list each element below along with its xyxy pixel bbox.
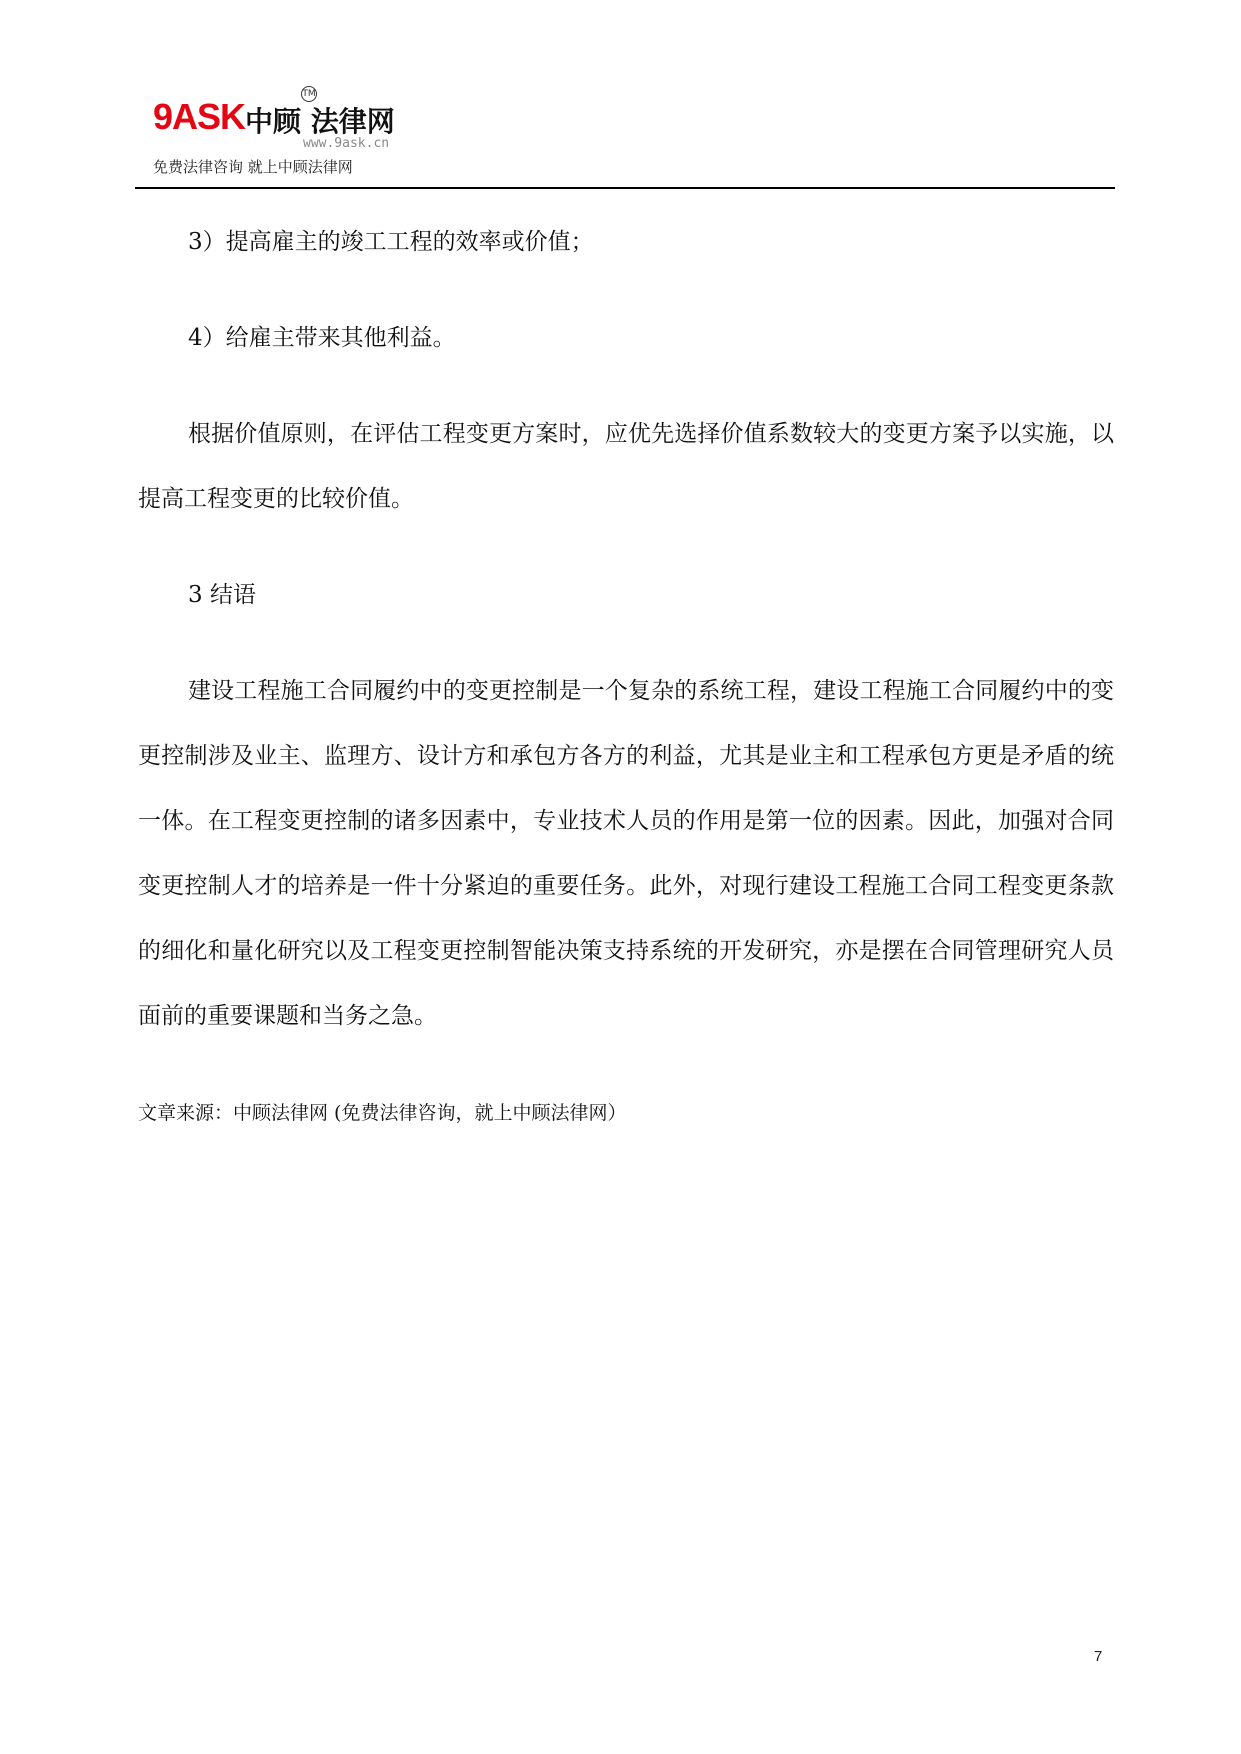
- article-source: 文章来源：中顾法律网 (免费法律咨询，就上中顾法律网）: [138, 1102, 627, 1124]
- trademark-icon: TM: [301, 86, 317, 102]
- paragraph-value-principle: 根据价值原则，在评估工程变更方案时，应优先选择价值系数较大的变更方案予以实施，以提高工程变更的比较价值。: [138, 421, 1114, 512]
- logo-url: www.9ask.cn: [303, 136, 390, 151]
- page-number: 7: [1094, 1648, 1103, 1665]
- header-divider: [135, 187, 1115, 189]
- document-body: [138, 210, 1114, 1049]
- list-item-4: 4）给雇主带来其他利益。: [188, 325, 456, 351]
- logo-mark: 9ASK: [153, 96, 246, 137]
- logo-name: 中顾 法律网: [245, 105, 395, 138]
- page-header: [135, 89, 1115, 188]
- logo-slogan: 免费法律咨询 就上中顾法律网: [153, 158, 353, 176]
- section-heading: 3 结语: [188, 582, 256, 608]
- list-item-3: 3）提高雇主的竣工工程的效率或价值；: [188, 229, 594, 255]
- paragraph-conclusion: 建设工程施工合同履约中的变更控制是一个复杂的系统工程，建设工程施工合同履约中的变更控制涉及业主、监理方、设计方和承包方各方的利益，尤其是业主和工程承包方更是矛盾的统一体。在工程变更控制的诸多因素中，专业技术人员的作用是第一位的因素。因此，加强对合同变更控制人才的培养是一件十分紧迫的重要任务。此外，对现行建设工程施工合同工程变更条款的细化和量化研究以及工程变更控制智能决策支持系统的开发研究，亦是摆在合同管理研究人员面前的重要课题和当务之急。: [138, 678, 1114, 1029]
- site-logo[interactable]: [153, 89, 413, 182]
